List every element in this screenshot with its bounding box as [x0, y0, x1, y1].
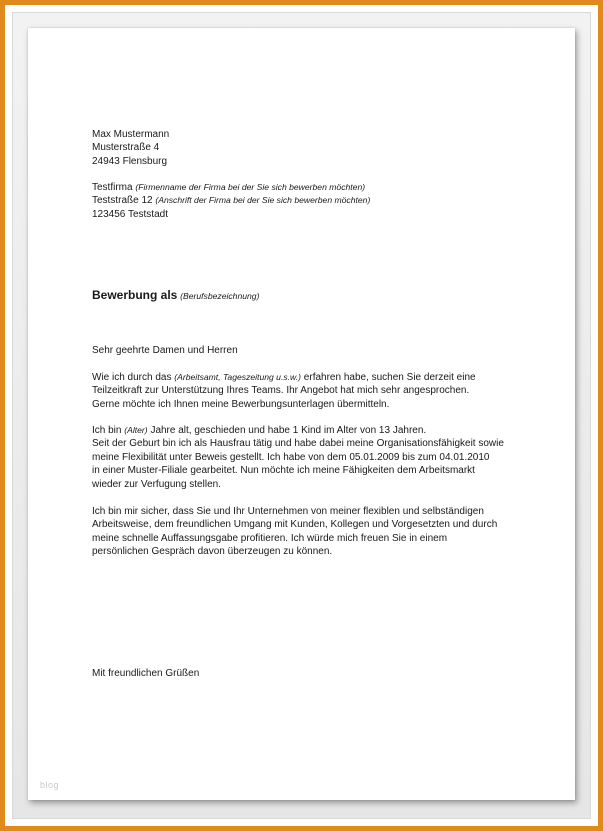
paragraph-3	[92, 505, 535, 559]
para1-line3: Gerne möchte ich Ihnen meine Bewerbungsunterlagen übermitteln.	[92, 398, 390, 410]
para3-line4: persönlichen Gespräch davon überzeugen zu können.	[92, 546, 333, 558]
recipient-company-hint: (Firmenname der Firma bei der Sie sich bewerben möchten)	[135, 182, 366, 192]
recipient-company-line	[92, 181, 535, 194]
recipient-city: 123456 Teststadt	[92, 208, 168, 220]
letter-page	[28, 28, 575, 800]
recipient-street-hint: (Anschrift der Firma bei der Sie sich bewerben möchten)	[155, 195, 371, 206]
para1-hint: (Arbeitsamt, Tageszeitung u.s.w.)	[174, 372, 302, 382]
subject-line	[92, 289, 535, 303]
paragraph-2	[92, 424, 535, 491]
para2-line4: in einer Muster-Filiale gearbeitet. Nun möchte ich meine Fähigkeiten dem Arbeitsmarkt	[92, 465, 475, 477]
para2-pre: Ich bin	[92, 425, 122, 436]
para3-line2: Arbeitsweise, dem freundlichen Umgang mit Kunden, Kollegen und Vorgesetzten und durch	[92, 519, 498, 531]
recipient-street-line	[92, 194, 535, 207]
para3-line3: meine schnelle Auffassungsgabe profitieren. Ich würde mich freuen Sie in einem	[92, 532, 448, 544]
para2-line3: meine Flexibilität unter Beweis gestellt. Ich habe von dem 05.01.2009 bis zum 04.01.2010	[92, 451, 490, 463]
subject-title: Bewerbung als	[92, 288, 178, 302]
recipient-street: Teststraße 12	[92, 195, 153, 207]
subject-hint: (Berufsbezeichnung)	[180, 291, 260, 301]
sender-address	[92, 128, 535, 168]
salutation-block	[92, 344, 535, 357]
closing: Mit freundlichen Grüßen	[92, 668, 200, 679]
sender-street: Musterstraße 4	[92, 142, 160, 154]
para1-line2: Teilzeitkraft zur Unterstützung Ihres Teams. Ihr Angebot hat mich sehr angesprochen.	[92, 385, 470, 397]
recipient-address	[92, 181, 535, 221]
para1-post: erfahren habe, suchen Sie derzeit eine	[303, 372, 476, 383]
sender-name: Max Mustermann	[92, 129, 170, 140]
watermark: blog	[40, 780, 60, 790]
para3-line1: Ich bin mir sicher, dass Sie und Ihr Unternehmen von meiner flexiblen und selbständigen	[92, 506, 484, 517]
salutation: Sehr geehrte Damen und Herren	[92, 345, 238, 356]
para2-hint: (Alter)	[124, 425, 148, 435]
sender-city: 24943 Flensburg	[92, 155, 168, 167]
para1-pre: Wie ich durch das	[92, 372, 172, 383]
recipient-company: Testfirma	[92, 182, 133, 193]
para2-post: Jahre alt, geschieden und habe 1 Kind im Alter von 13 Jahren.	[150, 425, 427, 436]
para2-line5: wieder zur Verfugung stellen.	[92, 478, 221, 490]
paragraph-1	[92, 371, 535, 411]
para2-line2: Seit der Geburt bin ich als Hausfrau tätig und habe dabei meine Organisationsfähigkeit sowie	[92, 438, 504, 450]
closing-block	[92, 667, 535, 680]
